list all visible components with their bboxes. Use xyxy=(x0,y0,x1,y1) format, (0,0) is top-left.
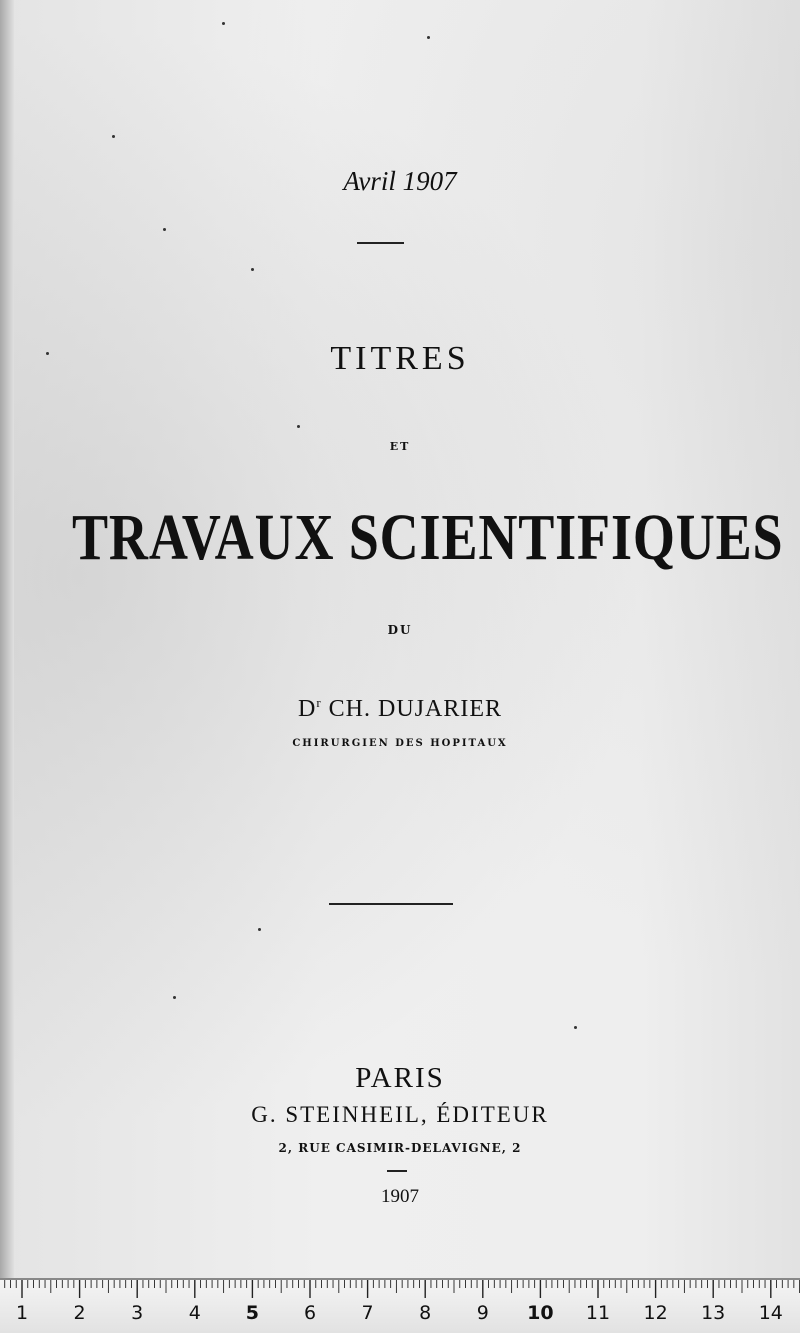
bottom-divider xyxy=(387,1170,407,1172)
ruler-number: 4 xyxy=(188,1302,201,1324)
middle-divider xyxy=(329,903,453,905)
ruler-number: 8 xyxy=(419,1302,432,1324)
publisher-city: PARIS xyxy=(355,1062,445,1094)
dust-speck xyxy=(112,135,115,138)
title-line-titres: TITRES xyxy=(330,340,470,377)
dust-speck xyxy=(574,1026,577,1029)
ruler-number: 13 xyxy=(701,1302,726,1324)
ruler-number: 1 xyxy=(15,1302,29,1324)
preposition-du: DU xyxy=(387,623,413,637)
ruler-number: 9 xyxy=(476,1302,489,1324)
publisher-name: G. STEINHEIL, ÉDITEUR xyxy=(251,1102,549,1127)
ruler-number: 14 xyxy=(758,1302,783,1324)
dust-speck xyxy=(163,228,166,231)
dust-speck xyxy=(297,425,300,428)
ruler-number: 11 xyxy=(585,1302,611,1324)
ruler-number: 12 xyxy=(643,1302,668,1324)
ruler-number: 3 xyxy=(131,1302,144,1324)
author-prefix: D xyxy=(297,696,317,722)
publication-year: 1907 xyxy=(381,1186,419,1207)
dust-speck xyxy=(173,996,176,999)
ruler-number: 6 xyxy=(303,1302,317,1324)
ruler-number: 7 xyxy=(361,1302,374,1324)
author-prefix-sup: r xyxy=(316,695,322,710)
dust-speck xyxy=(427,36,430,39)
author-name: CH. DUJARIER xyxy=(328,696,503,722)
top-divider xyxy=(357,242,404,244)
ruler-number: 2 xyxy=(73,1302,86,1324)
title-connector-et: ET xyxy=(389,440,411,453)
publisher-address: 2, RUE CASIMIR-DELAVIGNE, 2 xyxy=(278,1141,522,1155)
author-role: CHIRURGIEN DES HOPITAUX xyxy=(292,738,508,749)
ruler-number: 10 xyxy=(527,1302,554,1324)
dust-speck xyxy=(46,352,49,355)
dust-speck xyxy=(258,928,261,931)
measuring-ruler xyxy=(0,1278,800,1333)
dust-speck xyxy=(251,268,254,271)
title-line-travaux: TRAVAUX SCIENTIFIQUES xyxy=(72,501,784,574)
publication-date: Avril 1907 xyxy=(343,166,457,196)
ruler-ticks xyxy=(0,1280,800,1333)
dust-speck xyxy=(222,22,225,25)
author-name-line xyxy=(0,695,800,723)
ruler-number: 5 xyxy=(245,1302,260,1324)
